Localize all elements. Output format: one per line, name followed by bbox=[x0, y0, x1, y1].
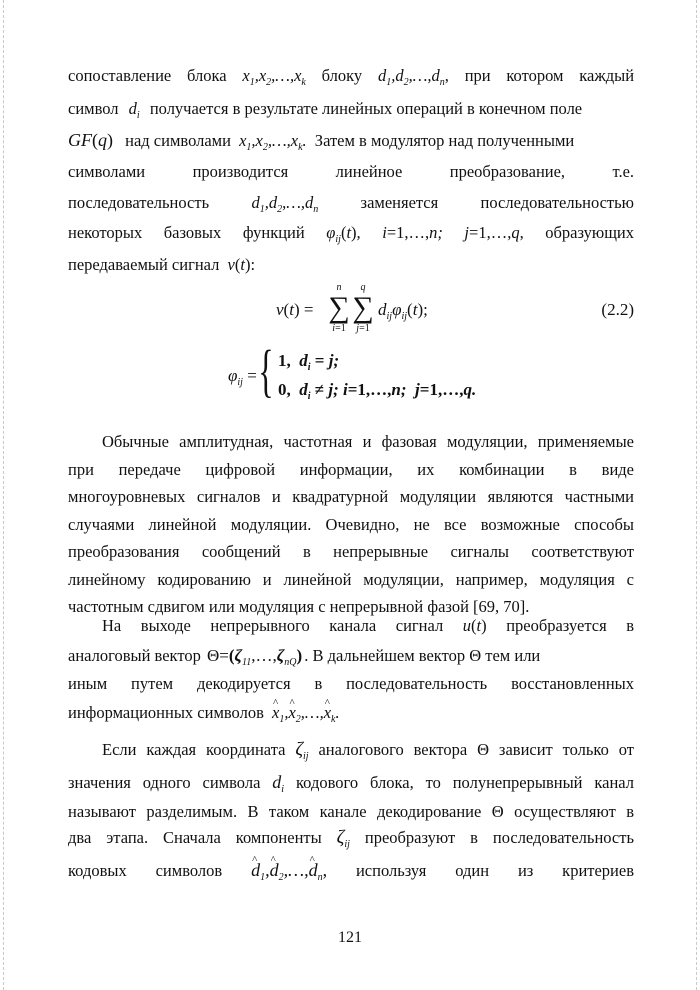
p3-line-2: аналоговый вектор $\Theta=(\zeta_{11},\dots,\zeta_{nQ})$ . В дальнейшем вектор Θ тем или bbox=[68, 646, 541, 668]
p3-line-1: На выходе непрерывного канала сигнал u(t) преобразуется в bbox=[102, 616, 635, 635]
p1-line-1: сопоставление блока $x_1,x_2,\dots,x_k$ блоку $d_1,d_2,\dots,d_n$, при котором каждый bbox=[68, 66, 635, 88]
di-formula: $d_i$ bbox=[128, 99, 140, 121]
d-sequence-formula: $d_1,d_2,\dots,d_n$ bbox=[251, 193, 319, 215]
sum-i: n ∑ i=1 bbox=[328, 282, 350, 334]
eq-lhs: v(t) = bbox=[276, 300, 314, 319]
p4-line-1: Если каждая координата $\zeta_{ij}$ аналогового вектора Θ зависит только от bbox=[102, 739, 634, 762]
paragraph-2 bbox=[68, 432, 634, 625]
i-range-formula: i=1,…,n; bbox=[382, 223, 443, 242]
equation-2-2 bbox=[68, 282, 634, 338]
sum-j: q ∑ j=1 bbox=[352, 282, 374, 334]
p1-line-2: символ $d_i$ получается в результате линейных операций в конечном поле bbox=[68, 99, 583, 121]
phi-lhs: $\varphi_{ij}$ = bbox=[228, 366, 257, 388]
p1-line-4: символами производится линейное преобразование, т.е. bbox=[68, 162, 635, 181]
p2-line-7: частотным сдвигом или модуляция с непрерывной фазой [69, 70]. bbox=[68, 597, 530, 616]
x-block-formula: $x_1,x_2,\dots,x_k$ bbox=[242, 66, 306, 88]
p4-line-4: два этапа. Сначала компоненты $\zeta_{ij}$ преобразуют в последовательность bbox=[68, 827, 634, 850]
gf-formula: GF(q) bbox=[68, 130, 113, 150]
j-range-formula: j=1,…,q bbox=[464, 223, 520, 242]
p2-line-4: случаями линейной модуляции. Очевидно, не все возможные способы bbox=[68, 514, 634, 534]
p4-line-5: кодовых символов ^ $d_1,\^{}$ $d_2,\dots,\^{}$ $d_n$, используя один из критериев bbox=[68, 860, 634, 881]
right-dashed-edge bbox=[696, 0, 697, 990]
p2-line-2: при передаче цифровой информации, их комбинации в виде bbox=[68, 459, 634, 479]
left-dashed-edge bbox=[3, 0, 4, 990]
zeta-ij-formula: $\zeta_{ij}$ bbox=[295, 739, 309, 762]
p3-line-4: информационных символов ^ $x_1,\^{}$ $x_2,\dots,\^{}$ $x_k$. bbox=[68, 703, 340, 723]
eq-rhs: $d_{ij}\varphi_{ij}(t)$; bbox=[378, 300, 428, 322]
di-symbol-formula: $d_i$ bbox=[272, 772, 285, 795]
phi-ij-formula: $\varphi_{ij}(t)$, bbox=[326, 223, 361, 245]
left-brace: { bbox=[258, 338, 274, 403]
p1-line-5: последовательность $d_1,d_2,\dots,d_n$ заменяется последовательностью bbox=[68, 193, 634, 215]
p4-line-2: значения одного символа $d_i$ кодового блока, то полунепрерывный канал bbox=[68, 772, 635, 795]
p3-line-3: иным путем декодируется в последовательность восстановленных bbox=[68, 674, 634, 693]
page-number: 121 bbox=[338, 929, 362, 946]
p1-line-7: передаваемый сигнал v(t): bbox=[68, 255, 256, 274]
x-symbols-formula: $x_1,x_2,\dots,x_k$. bbox=[239, 131, 307, 153]
p2-line-3: многоуровневых сигналов и квадратурной модуляции являются частными bbox=[68, 487, 634, 506]
x-hat-formula: ^ $x_1,\^{}$ $x_2,\dots,\^{}$ $x_k$. bbox=[272, 703, 340, 722]
v-t-formula: v(t): bbox=[227, 255, 256, 274]
p2-line-1: Обычные амплитудная, частотная и фазовая модуляции, применяемые bbox=[102, 432, 634, 451]
p1-line-3: GF(q) над символами $x_1,x_2,\dots,x_k$. Затем в модулятор над полученными bbox=[68, 130, 575, 153]
case-1: 1, $d_i = j$; bbox=[278, 351, 340, 373]
u-t-formula: u(t) bbox=[462, 616, 487, 635]
d-hat-formula: ^ $d_1,\^{}$ $d_2,\dots,\^{}$ $d_n$, bbox=[251, 860, 327, 880]
phi-piecewise bbox=[68, 338, 634, 408]
p2-line-6: линейному кодированию и линейной модуляции, например, модуляция с bbox=[68, 569, 634, 589]
case-0: 0, $d_i \ne j$; i=1,…,n; j=1,…,q. bbox=[278, 380, 477, 402]
p1-line-6: некоторых базовых функций $\varphi_{ij}(t)$, i=1,…,n; j=1,…,q, образующих bbox=[68, 223, 634, 245]
zeta-ij-formula-2: $\zeta_{ij}$ bbox=[336, 827, 350, 850]
d-block-formula: $d_1,d_2,\dots,d_n$ bbox=[377, 66, 445, 88]
p2-line-5: преобразования сообщений в непрерывные сигналы соответствуют bbox=[68, 542, 634, 561]
equation-number: (2.2) bbox=[601, 300, 634, 319]
theta-vector-formula: $\Theta=(\zeta_{11},\dots,\zeta_{nQ})$ bbox=[206, 646, 303, 668]
p4-line-3: называют разделимым. В таком канале декодирование Θ осуществляют в bbox=[68, 802, 634, 821]
